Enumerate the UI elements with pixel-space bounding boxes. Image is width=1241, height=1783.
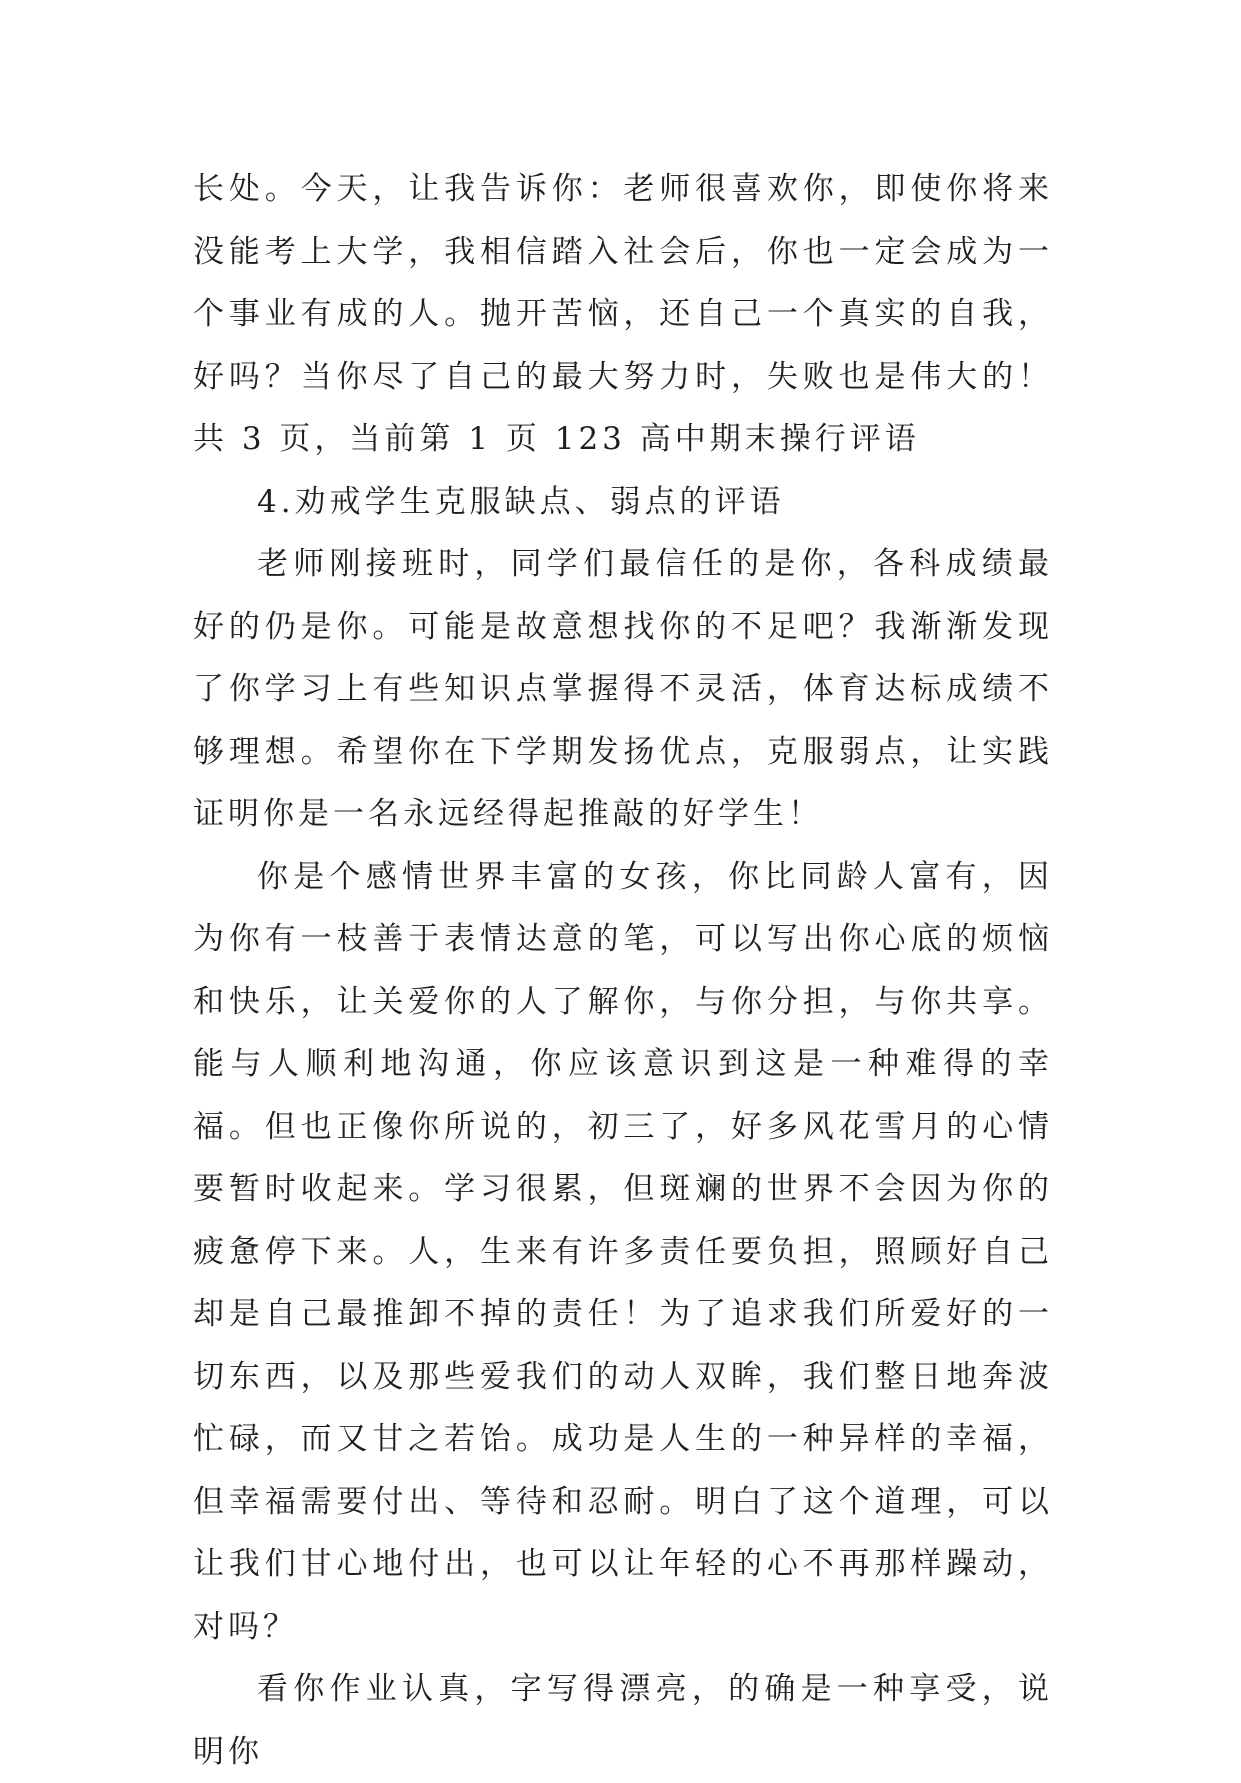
comment-paragraph: 看你作业认真，字写得漂亮，的确是一种享受，说明你 [193, 1671, 1053, 1770]
document-body [193, 158, 1053, 1783]
continued-paragraph: 长处。今天，让我告诉你：老师很喜欢你，即使你将来没能考上大学，我相信踏入社会后，你也一定会成为一个事业有成的人。抛开苦恼，还自己一个真实的自我，好吗？当你尽了自己的最大努力时，失败也是伟大的！ 共 3 页，当前第 1 页 123 高中期末操行评语 [193, 171, 1053, 457]
section-heading: 4.劝戒学生克服缺点、弱点的评语 [257, 483, 785, 520]
comment-paragraph: 老师刚接班时，同学们最信任的是你，各科成绩最好的仍是你。可能是故意想找你的不足吧？我渐渐发现了你学习上有些知识点掌握得不灵活，体育达标成绩不够理想。希望你在下学期发扬优点，克服弱点，让实践证明你是一名永远经得起推敲的好学生！ [193, 546, 1053, 832]
comment-paragraph: 你是个感情世界丰富的女孩，你比同龄人富有，因为你有一枝善于表情达意的笔，可以写出你心底的烦恼和快乐，让关爱你的人了解你，与你分担，与你共享。能与人顺利地沟通，你应该意识到这是一种难得的幸福。但也正像你所说的，初三了，好多风花雪月的心情要暂时收起来。学习很累，但斑斓的世界不会因为你的疲惫停下来。人，生来有许多责任要负担，照顾好自己却是自己最推卸不掉的责任！为了追求我们所爱好的一切东西，以及那些爱我们的动人双眸，我们整日地奔波忙碌，而又甘之若饴。成功是人生的一种异样的幸福，但幸福需要付出、等待和忍耐。明白了这个道理，可以让我们甘心地付出，也可以让年轻的心不再那样躁动，对吗？ [193, 858, 1053, 1645]
